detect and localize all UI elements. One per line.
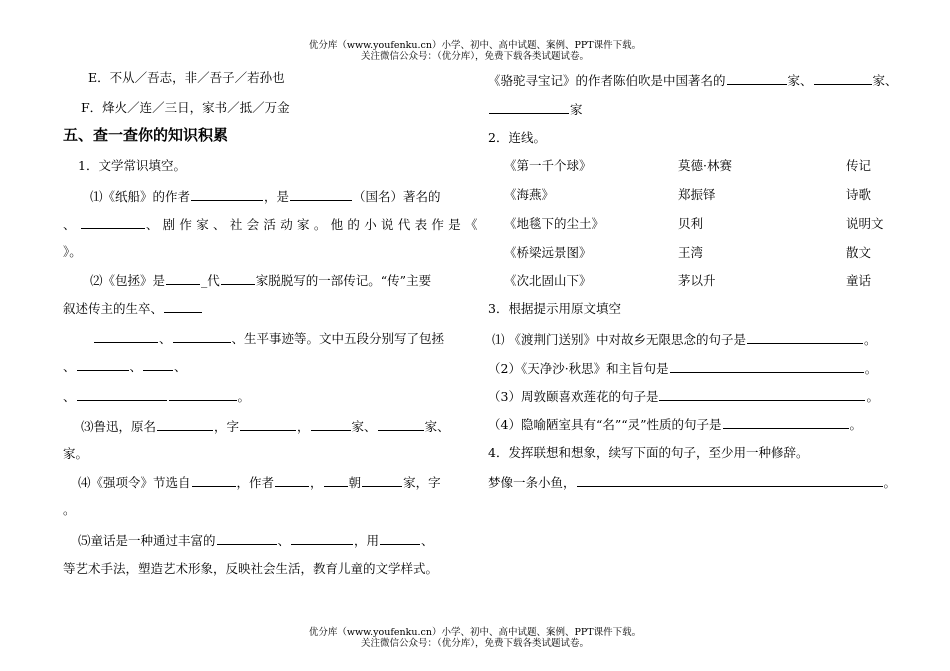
header-line-1: 优分库（www.youfenku.cn）小学、初中、高中试题、案例、PPT课件下载。 <box>308 40 642 51</box>
text: 。 <box>883 475 897 490</box>
text: 、 <box>421 533 434 548</box>
q1-1-line2 <box>63 216 482 233</box>
blank[interactable] <box>221 272 255 285</box>
q3-1 <box>492 331 877 348</box>
text: 家、 <box>872 73 898 88</box>
text: 家、 <box>424 419 450 434</box>
text: _代 <box>201 273 220 288</box>
blank[interactable] <box>659 388 865 401</box>
text: 、 <box>277 533 291 548</box>
item-f: F．烽火／连／三日，家书／抵／万金 <box>81 100 290 115</box>
text: （3）周敦颐喜欢莲花的句子是 <box>488 389 659 404</box>
page-header <box>0 40 950 62</box>
q1-6-line1 <box>488 72 898 89</box>
footer-line-2: 关注微信公众号：（优分库），免费下载各类试题试卷。 <box>360 638 589 649</box>
q2-title: 2．连线。 <box>488 130 546 145</box>
q1-2-line1 <box>90 272 431 289</box>
blank[interactable] <box>727 72 787 85</box>
blank[interactable] <box>164 300 202 313</box>
text: ⑴《纸船》的作者 <box>90 189 191 204</box>
match-book: 《海燕》 <box>504 187 555 202</box>
text: 。 <box>849 417 863 432</box>
text: 家脱脱写的一部传记。“传”主要 <box>255 273 432 288</box>
blank[interactable] <box>814 72 872 85</box>
q3-title: 3．根据提示用原文填空 <box>488 301 621 316</box>
text: 叙述传主的生卒、 <box>63 301 164 316</box>
text: ⑸童话是一种通过丰富的 <box>78 533 216 548</box>
q1-2-line4 <box>63 358 187 375</box>
text: 、 <box>174 359 187 374</box>
text: 。 <box>864 361 878 376</box>
blank[interactable] <box>324 474 348 487</box>
match-genre: 童话 <box>846 273 872 288</box>
text: ⑵《包拯》是 <box>90 273 166 288</box>
blank[interactable] <box>157 418 213 431</box>
q4-title: 4．发挥联想和想象，续写下面的句子，至少用一种修辞。 <box>488 445 809 460</box>
text: 《骆驼寻宝记》的作者陈伯吹是中国著名的 <box>488 73 726 88</box>
text: 家、 <box>787 73 813 88</box>
footer-line-1: 优分库（www.youfenku.cn）小学、初中、高中试题、案例、PPT课件下载。 <box>308 627 642 638</box>
match-book: 《桥梁远景图》 <box>504 245 592 260</box>
match-book: 《次北固山下》 <box>504 273 592 288</box>
blank[interactable] <box>77 388 167 401</box>
q1-1-line3: 》。 <box>63 244 82 259</box>
text: 。 <box>863 332 877 347</box>
q1-title: 1．文学常识填空。 <box>78 158 186 173</box>
match-author: 莫德·林赛 <box>678 158 732 173</box>
item-e: E．不从／吾志，非／吾子／若孙也 <box>88 70 285 85</box>
text: 家、 <box>351 419 377 434</box>
blank[interactable] <box>169 388 237 401</box>
text: 家 <box>570 102 583 117</box>
blank[interactable] <box>217 532 277 545</box>
blank[interactable] <box>311 418 351 431</box>
q3-4 <box>488 416 862 433</box>
text: ⑶鲁迅，原名 <box>81 419 157 434</box>
blank[interactable] <box>362 474 402 487</box>
blank[interactable] <box>81 216 145 229</box>
q1-3-line2: 家。 <box>63 446 89 461</box>
blank[interactable] <box>166 272 200 285</box>
q1-4-line1 <box>78 474 441 491</box>
text: ，用 <box>354 533 380 548</box>
section-title: 五、查一查你的知识积累 <box>63 126 229 144</box>
q4-line <box>488 474 896 491</box>
text: ，是 <box>264 189 290 204</box>
match-book: 《地毯下的尘土》 <box>504 216 605 231</box>
blank[interactable] <box>380 532 420 545</box>
q1-2-line3 <box>93 330 444 347</box>
text: 、 <box>129 359 143 374</box>
text: 。 <box>866 389 879 404</box>
blank[interactable] <box>291 532 353 545</box>
match-author: 贝利 <box>678 216 704 231</box>
text: 、剧作家、社会活动家。他的小说代表作是《 <box>145 217 482 232</box>
text: （国名）著名的 <box>353 189 441 204</box>
match-author: 茅以升 <box>678 273 716 288</box>
text: 朝 <box>348 475 362 490</box>
match-genre: 诗歌 <box>846 187 872 202</box>
match-genre: 说明文 <box>846 216 884 231</box>
q1-5-line1 <box>78 532 434 549</box>
blank[interactable] <box>378 418 424 431</box>
page-footer <box>0 627 950 649</box>
text: 、 <box>63 217 80 232</box>
blank[interactable] <box>290 188 352 201</box>
q3-2 <box>488 360 877 377</box>
q1-4-line2: 。 <box>63 502 76 517</box>
blank[interactable] <box>275 474 309 487</box>
blank[interactable] <box>670 360 864 373</box>
text: ， <box>310 475 323 490</box>
blank[interactable] <box>173 330 231 343</box>
text: 、 <box>63 389 76 404</box>
q1-5-line2: 等艺术手法，塑造艺术形象，反映社会生活，教育儿童的文学样式。 <box>63 561 439 576</box>
q1-2-line5 <box>63 388 250 405</box>
text: （4）隐喻陋室具有“名”“灵”性质的句子是 <box>488 417 722 432</box>
header-line-2: 关注微信公众号：（优分库），免费下载各类试题试卷。 <box>360 51 589 62</box>
match-author: 郑振铎 <box>678 187 716 202</box>
blank[interactable] <box>191 188 263 201</box>
match-genre: 散文 <box>846 245 872 260</box>
blank[interactable] <box>577 474 883 487</box>
text: 。 <box>237 389 251 404</box>
q3-3 <box>488 388 879 405</box>
text: ，作者 <box>236 475 275 490</box>
blank[interactable] <box>489 101 569 114</box>
blank[interactable] <box>77 358 129 371</box>
blank[interactable] <box>747 331 863 344</box>
q1-6-line2 <box>488 101 583 118</box>
text: 、 <box>63 359 76 374</box>
q1-3-line1 <box>81 418 450 435</box>
match-author: 王湾 <box>678 245 704 260</box>
blank[interactable] <box>94 330 158 343</box>
blank[interactable] <box>192 474 236 487</box>
match-genre: 传记 <box>846 158 872 173</box>
blank[interactable] <box>143 358 173 371</box>
text: ⑷《强项令》节选自 <box>78 475 191 490</box>
text: ⑴ 《渡荆门送别》中对故乡无限思念的句子是 <box>492 332 746 347</box>
blank[interactable] <box>240 418 296 431</box>
text: 家，字 <box>403 475 441 490</box>
text: （2）《天净沙·秋思》和主旨句是 <box>488 361 669 376</box>
text: 、 <box>159 331 172 346</box>
text: 、生平事迹等。文中五段分别写了包拯 <box>231 331 445 346</box>
match-book: 《第一千个球》 <box>504 158 592 173</box>
text: ，字 <box>214 419 240 434</box>
q1-1-line1 <box>90 188 441 205</box>
q1-2-line2 <box>63 300 203 317</box>
text: 梦像一条小鱼， <box>488 475 576 490</box>
text: ， <box>297 419 310 434</box>
blank[interactable] <box>723 416 849 429</box>
